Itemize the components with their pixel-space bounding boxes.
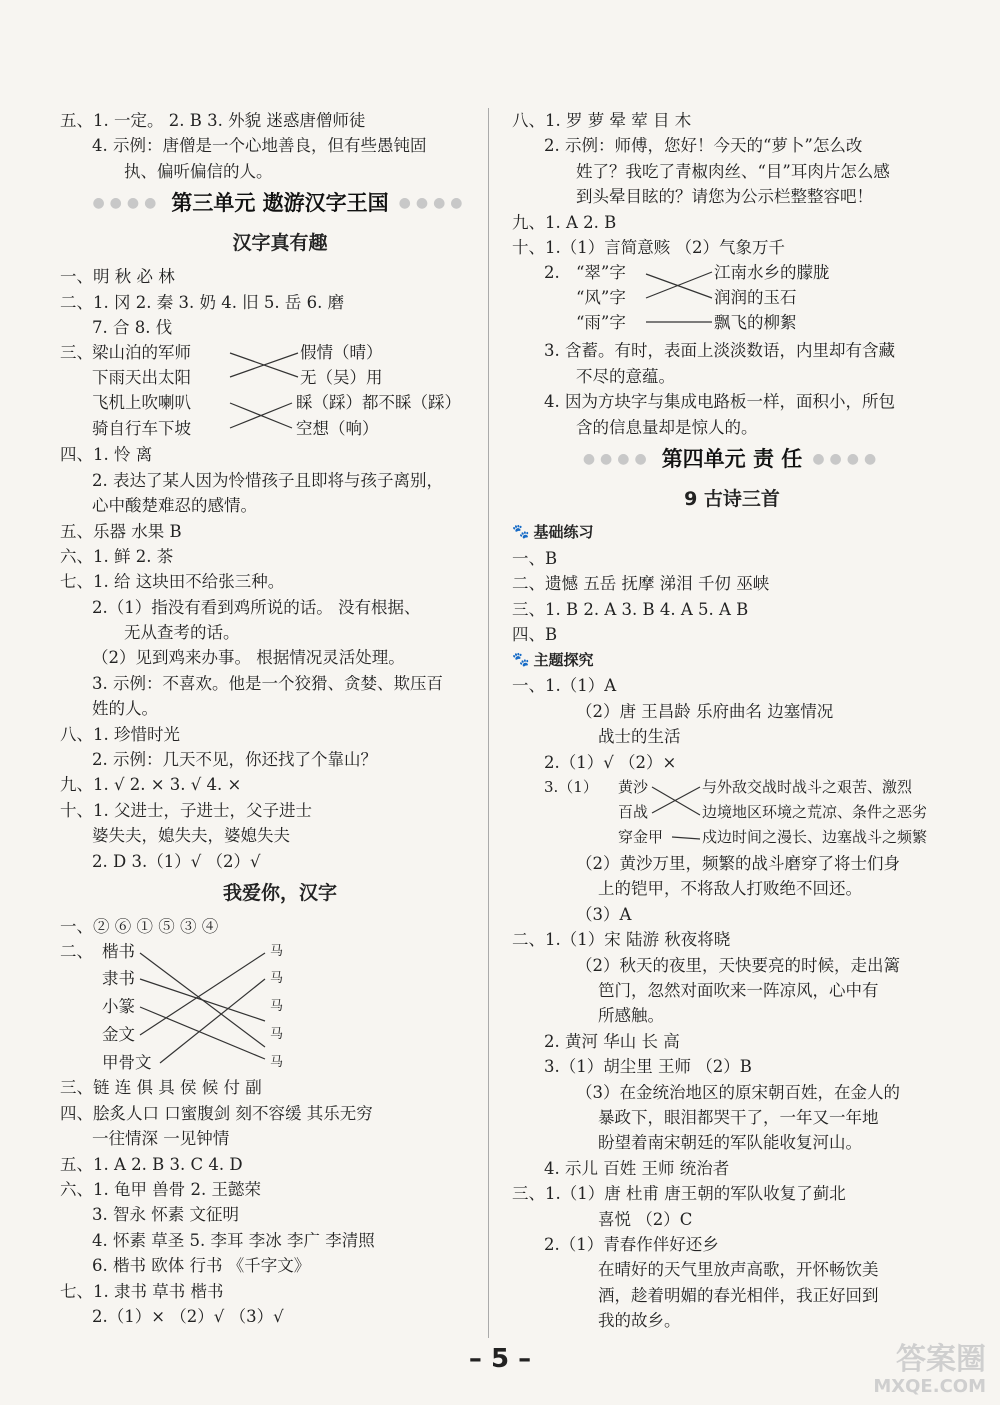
watermark xyxy=(873,1344,986,1397)
match-left-item: 飞机上吹喇叭 xyxy=(92,393,191,413)
unit-three-title: 第三单元 遨游汉字王国 xyxy=(171,191,389,216)
match-right-item: 睬（踩）都不睬（踩） xyxy=(296,393,461,413)
answer-line: 三、1.（1）唐 杜甫 唐王朝的军队收复了蓟北 xyxy=(512,1184,846,1204)
matching-exercise-10-2 xyxy=(512,260,952,338)
answer-line: （2）秋天的夜里，天快要亮的时候，走出篱 xyxy=(576,955,900,975)
answer-line: 3.（1）胡尘里 王师 （2）B xyxy=(544,1057,752,1077)
answer-line: 盼望着南宋朝廷的军队能收复河山。 xyxy=(598,1133,862,1153)
answer-line: 八、1. 罗 萝 晕 荤 目 木 xyxy=(512,111,692,130)
answer-line: 在晴好的天气里放声高歌，开怀畅饮美 xyxy=(598,1260,879,1280)
answer-line: 4. 怀素 草圣 5. 李耳 李冰 李广 李清照 xyxy=(92,1230,375,1250)
exercise-label: 3.（1） xyxy=(544,778,598,797)
answer-line: 五、1. 一定。 2. B 3. 外貌 迷惑唐僧师徒 xyxy=(60,111,366,130)
theme-explore-heading xyxy=(512,647,952,673)
match-left-item: “风”字 xyxy=(576,288,626,308)
match-left-item: 下雨天出太阳 xyxy=(92,368,191,388)
match-right-item: 边境地区环境之荒凉、条件之恶劣 xyxy=(702,803,928,822)
lesson-title: 我爱你，汉字 xyxy=(222,882,337,905)
answer-line: 七、1. 隶书 草书 楷书 xyxy=(60,1281,224,1301)
match-left-item: 骑自行车下坡 xyxy=(92,419,191,439)
watermark-logo-text: 答案圈 xyxy=(896,1342,986,1377)
exercise-label: 2. xyxy=(544,263,560,283)
heading-label: 基础练习 xyxy=(533,523,594,542)
match-right-item: 与外敌交战时战斗之艰苦、激烈 xyxy=(702,778,913,797)
answer-line: 4. 示儿 百姓 王师 统治者 xyxy=(544,1158,730,1178)
answer-line: 2. 表达了某人因为怜惜孩子且即将与孩子离别， xyxy=(92,470,443,490)
paw-icon: 🐾 xyxy=(512,524,530,541)
answer-line: 四、脍炙人口 口蜜腹剑 刻不容缓 其乐无穷 xyxy=(60,1103,373,1123)
answer-line: 2.（1）√ （2）× xyxy=(544,752,677,772)
match-left-item: 百战 xyxy=(618,803,649,822)
answer-line: 酒，趁着明媚的春光相伴，我正好回到 xyxy=(598,1285,879,1305)
answer-line: 五、1. A 2. B 3. C 4. D xyxy=(60,1154,243,1174)
match-left-item: “雨”字 xyxy=(576,313,626,333)
lesson-title: 9 古诗三首 xyxy=(684,488,780,511)
answer-line: 笆门，忽然对面吹来一阵凉风，心中有 xyxy=(598,980,879,1000)
answer-line: 7. 合 8. 伐 xyxy=(92,317,173,337)
answer-line: 婆失夫，媳失夫，婆媳失夫 xyxy=(92,826,290,846)
matching-exercise-poem xyxy=(512,775,952,851)
answer-line: 4. 示例：唐僧是一个心地善良，但有些愚钝固 xyxy=(92,136,427,156)
answer-line: （2）唐 王昌龄 乐府曲名 边塞情况 xyxy=(576,701,834,721)
basic-practice-heading xyxy=(512,520,952,546)
script-sample-glyph: 马 xyxy=(270,1055,284,1071)
match-left-item: 梁山泊的军师 xyxy=(92,343,191,363)
left-column xyxy=(60,108,500,1329)
answer-line: 无从查考的话。 xyxy=(124,623,240,643)
answer-line: 心中酸楚难忍的感情。 xyxy=(92,496,257,516)
answer-line: 不尽的意蕴。 xyxy=(576,366,675,386)
answer-line: 2.（1）青春作伴好还乡 xyxy=(544,1234,719,1254)
answer-line: 一、B xyxy=(512,548,558,568)
heading-label: 主题探究 xyxy=(533,650,594,669)
answer-line: 四、B xyxy=(512,625,558,645)
answer-line: 2. D 3.（1）√ （2）√ xyxy=(92,851,261,871)
match-right-item: 假情（晴） xyxy=(300,343,383,363)
match-right-item: 空想（响） xyxy=(296,419,379,439)
match-right-item: 江南水乡的朦胧 xyxy=(714,263,830,283)
unit-four-banner xyxy=(512,440,952,480)
answer-line: 2. 黄河 华山 长 高 xyxy=(544,1031,680,1051)
script-sample-glyph: 马 xyxy=(270,1027,284,1043)
exercise-label: 二、 xyxy=(60,942,93,962)
answer-line: 一、明 秋 必 林 xyxy=(60,267,175,287)
match-left-item: “翠”字 xyxy=(576,263,626,283)
answer-line: 执、偏听偏信的人。 xyxy=(124,161,273,181)
banner-dots: ●●●● xyxy=(582,451,652,468)
match-right-item: 戍边时间之漫长、边塞战斗之频繁 xyxy=(702,828,928,847)
answer-line: 二、1.（1）宋 陆游 秋夜将晓 xyxy=(512,930,731,950)
script-sample-glyph: 马 xyxy=(270,944,284,960)
matching-exercise-scripts xyxy=(60,939,500,1075)
answer-line: 上的铠甲，不将敌人打败绝不回还。 xyxy=(598,879,862,899)
answer-line: （2）黄沙万里，频繁的战斗磨穿了将士们身 xyxy=(576,854,900,874)
banner-dots: ●●●● xyxy=(812,451,882,468)
answer-line: 2. 示例：几天不见，你还找了个靠山？ xyxy=(92,750,377,770)
banner-dots: ●●●● xyxy=(92,195,162,212)
answer-line: 八、1. 珍惜时光 xyxy=(60,724,180,744)
answer-line: （3）在金统治地区的原宋朝百姓，在金人的 xyxy=(576,1082,900,1102)
lesson-title: 汉字真有趣 xyxy=(232,232,328,255)
script-sample-glyph: 马 xyxy=(270,971,284,987)
answer-line: 九、1. A 2. B xyxy=(512,212,617,232)
match-right-item: 无（吴）用 xyxy=(300,368,383,388)
answer-line: 七、1. 给 这块田不给张三种。 xyxy=(60,572,285,592)
answer-line: 我的故乡。 xyxy=(598,1311,681,1331)
unit-three-banner xyxy=(60,184,500,224)
script-style-label: 金文 xyxy=(102,1025,135,1045)
match-right-item: 飘飞的柳絮 xyxy=(714,313,797,333)
banner-dots: ●●●● xyxy=(398,195,468,212)
match-left-item: 穿金甲 xyxy=(618,828,664,847)
answer-line: 一、② ⑥ ① ⑤ ③ ④ xyxy=(60,916,219,936)
paw-icon: 🐾 xyxy=(512,651,530,668)
page-number: – 5 – xyxy=(468,1344,532,1374)
answer-line: 三、链 连 俱 具 侯 候 付 副 xyxy=(60,1078,262,1098)
right-column xyxy=(512,108,952,1333)
answer-line: 十、1.（1）言简意赅 （2）气象万千 xyxy=(512,237,785,257)
answer-line: 6. 楷书 欧体 行书 《千字文》 xyxy=(92,1256,311,1276)
answer-line: 姓了？我吃了青椒肉丝、“目”耳肉片怎么感 xyxy=(576,161,890,181)
script-style-label: 隶书 xyxy=(102,969,135,989)
answer-line: 4. 因为方块字与集成电路板一样，面积小，所包 xyxy=(544,392,895,412)
answer-line: 3. 含蓄。有时，表面上淡淡数语，内里却有含藏 xyxy=(544,341,895,361)
answer-line: 2. 示例：师傅，您好！今天的“萝卜”怎么改 xyxy=(544,136,863,156)
script-style-label: 小篆 xyxy=(102,997,135,1017)
answer-line: 到头晕目眩的？请您为公示栏整整容吧！ xyxy=(576,187,873,207)
answer-line: 十、1. 父进士，子进士，父子进士 xyxy=(60,800,312,820)
match-left-item: 黄沙 xyxy=(618,778,649,797)
unit-four-title: 第四单元 责 任 xyxy=(661,447,803,472)
answer-line: 3. 智永 怀素 文征明 xyxy=(92,1205,239,1225)
answer-line: 九、1. √ 2. × 3. √ 4. × xyxy=(60,775,242,795)
answer-line: 一、1.（1）A xyxy=(512,676,617,696)
answer-line: （3）A xyxy=(576,904,632,924)
answer-line: 六、1. 龟甲 兽骨 2. 王懿荣 xyxy=(60,1179,261,1199)
answer-line: 二、遗憾 五岳 抚摩 涕泪 千仞 巫峡 xyxy=(512,574,770,594)
answer-line: 含的信息量却是惊人的。 xyxy=(576,417,758,437)
answer-line: 3. 示例：不喜欢。他是一个狡猾、贪婪、欺压百 xyxy=(92,673,443,693)
answer-line: 二、1. 冈 2. 秦 3. 奶 4. 旧 5. 岳 6. 磨 xyxy=(60,292,345,312)
answer-line: 五、乐器 水果 B xyxy=(60,521,182,541)
answer-line: 六、1. 鲜 2. 茶 xyxy=(60,546,174,566)
answer-line: 一往情深 一见钟情 xyxy=(92,1129,230,1149)
script-style-label: 甲骨文 xyxy=(102,1053,152,1073)
answer-line: 所感触。 xyxy=(598,1006,664,1026)
answer-line: 2.（1）× （2）√ （3）√ xyxy=(92,1306,284,1326)
answer-line: 暴政下，眼泪都哭干了，一年又一年地 xyxy=(598,1107,879,1127)
matching-exercise-3 xyxy=(60,340,500,442)
answer-line: 喜悦 （2）C xyxy=(598,1209,693,1229)
match-right-item: 润润的玉石 xyxy=(714,288,797,308)
answer-line: 四、1. 怜 离 xyxy=(60,445,153,465)
exercise-label: 三、 xyxy=(60,343,93,363)
script-style-label: 楷书 xyxy=(102,942,135,962)
answer-line: （2）见到鸡来办事。 根据情况灵活处理。 xyxy=(92,648,405,668)
answer-line: 姓的人。 xyxy=(92,699,158,719)
answer-line: 三、1. B 2. A 3. B 4. A 5. A B xyxy=(512,599,749,619)
answer-line: 战士的生活 xyxy=(598,727,681,747)
script-sample-glyph: 马 xyxy=(270,999,284,1015)
answer-line: 2.（1）指没有看到鸡所说的话。 没有根据、 xyxy=(92,597,421,617)
watermark-url: MXQE.COM xyxy=(873,1376,986,1397)
